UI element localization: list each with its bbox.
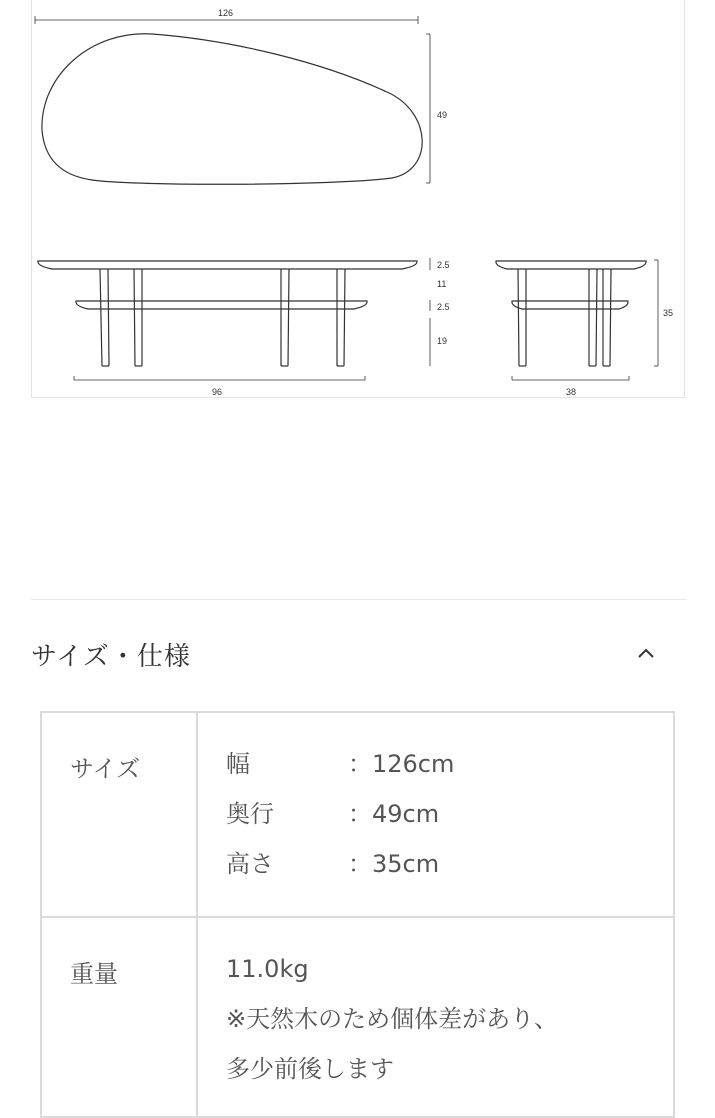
weight-value: 11.0kg xyxy=(226,955,309,983)
width-label: 126 xyxy=(218,8,234,18)
spec-label-size: サイズ xyxy=(41,712,197,917)
spec-value-weight xyxy=(197,917,674,1117)
front-width-label: 96 xyxy=(212,387,223,397)
table-row xyxy=(41,712,674,917)
dimension-value: ：35cm xyxy=(348,850,440,878)
dimension-row xyxy=(226,749,673,799)
front-shelf xyxy=(76,301,367,309)
depth-label: 49 xyxy=(437,110,448,120)
front-label-gap: 11 xyxy=(437,279,447,289)
front-label-shelf-thickness: 2.5 xyxy=(437,302,450,312)
dimension-row xyxy=(226,799,673,849)
front-top-plate xyxy=(38,261,417,269)
front-label-top-thickness: 2.5 xyxy=(437,260,450,270)
top-view-outline xyxy=(42,34,422,185)
dimension-key: 奥行 xyxy=(226,800,274,828)
dimension-value: ：126cm xyxy=(348,750,455,778)
spec-table xyxy=(40,711,675,1118)
accordion-title[interactable]: サイズ・仕様 xyxy=(31,642,191,672)
dimension-key: 幅 xyxy=(226,750,250,778)
weight-note: ※天然木のため個体差があり、 xyxy=(226,1005,559,1033)
table-row xyxy=(41,917,674,1117)
dimension-value: ：49cm xyxy=(348,800,440,828)
section-divider xyxy=(31,599,686,600)
side-width-label: 38 xyxy=(566,387,577,397)
height-label: 35 xyxy=(663,308,674,318)
dimension-drawing xyxy=(31,0,685,398)
dimension-row xyxy=(226,849,673,899)
side-top-plate xyxy=(496,261,646,269)
dimension-key: 高さ xyxy=(226,850,274,878)
dimension-drawing-svg xyxy=(32,0,686,398)
spec-label-weight: 重量 xyxy=(41,917,197,1117)
weight-note-cont: 多少前後します xyxy=(226,1055,394,1083)
front-label-leg-height: 19 xyxy=(437,336,448,346)
chevron-up-icon[interactable] xyxy=(636,644,656,664)
spec-value-size xyxy=(197,712,674,917)
